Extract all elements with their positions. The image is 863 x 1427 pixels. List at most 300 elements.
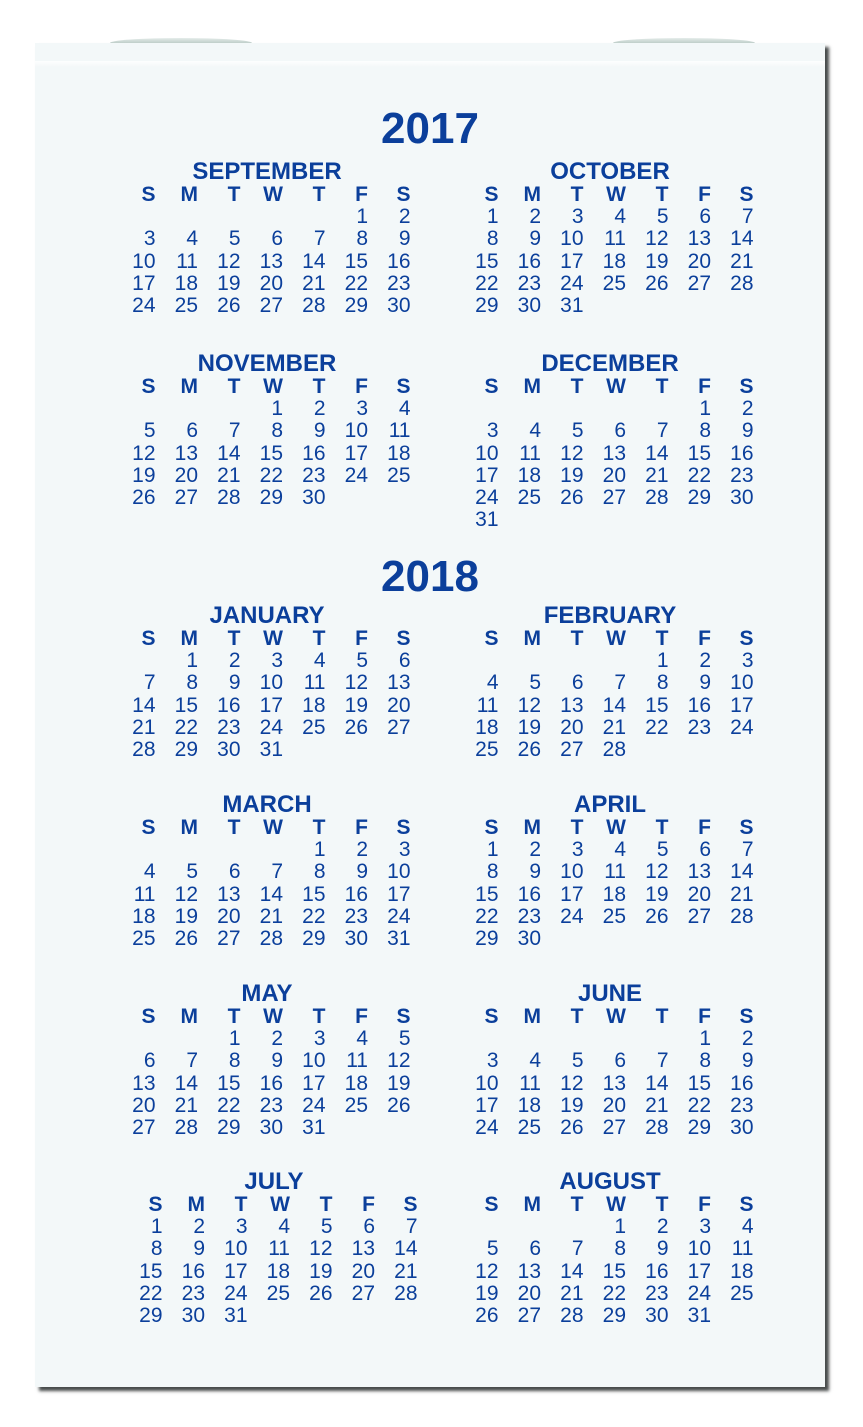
month-name: AUGUST (559, 1168, 661, 1195)
weekday-header: S (141, 183, 156, 206)
day-cell: 3 (699, 1215, 711, 1238)
day-cell: 1 (150, 1215, 163, 1238)
empty-cell (156, 398, 199, 420)
day-cell: 1 (271, 397, 283, 420)
day-cell: 27 (687, 904, 711, 928)
weekday-header: T (570, 816, 584, 839)
day-cell: 17 (560, 249, 584, 273)
weekday-header: W (606, 627, 626, 650)
weekday-header: T (570, 1193, 584, 1216)
weekday-header: S (739, 1193, 754, 1216)
day-cell: 14 (645, 441, 669, 465)
day-cell: 6 (614, 1049, 626, 1073)
weekday-header: T (227, 1005, 241, 1028)
day-cell: 22 (259, 463, 283, 487)
day-cell: 20 (217, 904, 241, 928)
weekday-header: S (396, 627, 411, 650)
day-cell: 20 (602, 1093, 626, 1117)
weekday-header: W (263, 816, 283, 839)
day-grid (456, 376, 756, 532)
day-cell: 26 (560, 1116, 584, 1140)
weekday-header: F (355, 816, 368, 839)
day-cell: 23 (344, 904, 368, 928)
day-cell: 21 (217, 463, 241, 487)
day-cell: 22 (344, 271, 368, 295)
day-cell: 26 (517, 738, 541, 762)
day-cell: 3 (571, 205, 584, 228)
day-cell: 22 (602, 1281, 626, 1305)
day-cell: 8 (699, 419, 711, 443)
day-cell: 19 (217, 271, 241, 295)
day-cell: 19 (645, 249, 669, 273)
weekday-header: S (739, 816, 754, 839)
day-cell: 4 (614, 838, 626, 861)
day-cell: 4 (486, 671, 499, 695)
day-cell: 13 (560, 693, 584, 717)
day-cell: 15 (259, 441, 283, 465)
day-cell: 8 (614, 1237, 626, 1261)
weekday-header: W (606, 1193, 626, 1216)
day-cell: 3 (235, 1215, 248, 1238)
weekday-header: F (698, 375, 711, 398)
day-cell: 14 (560, 1259, 584, 1283)
day-cell: 12 (645, 860, 669, 884)
empty-cell (198, 839, 241, 861)
day-cell: 11 (519, 441, 541, 465)
day-cell: 11 (388, 419, 411, 443)
day-cell: 17 (387, 882, 411, 906)
day-cell: 5 (228, 227, 241, 251)
day-cell: 7 (143, 671, 156, 695)
day-cell: 6 (699, 205, 711, 228)
day-cell: 26 (645, 271, 669, 295)
empty-cell (113, 206, 156, 228)
day-cell: 19 (387, 1071, 411, 1095)
day-cell: 9 (271, 1049, 283, 1073)
day-cell: 2 (529, 205, 541, 228)
day-cell: 20 (132, 1093, 156, 1117)
day-cell: 26 (309, 1281, 333, 1305)
day-cell: 30 (181, 1304, 205, 1328)
day-cell: 16 (387, 249, 411, 273)
day-cell: 26 (344, 715, 368, 739)
weekday-header: M (180, 816, 198, 839)
weekday-header: S (484, 816, 499, 839)
day-cell: 14 (730, 860, 754, 884)
day-cell: 9 (656, 1237, 669, 1261)
day-cell: 24 (387, 904, 411, 928)
day-cell: 13 (687, 860, 711, 884)
weekday-header: T (655, 1193, 669, 1216)
empty-cell (156, 839, 199, 861)
day-cell: 3 (741, 649, 754, 672)
day-cell: 29 (602, 1304, 626, 1328)
day-cell: 24 (560, 904, 584, 928)
day-cell: 10 (560, 860, 584, 884)
day-cell: 29 (475, 927, 499, 951)
day-cell: 26 (560, 486, 584, 510)
day-cell: 12 (309, 1237, 333, 1261)
day-cell: 26 (387, 1093, 411, 1117)
weekday-header: S (148, 1193, 163, 1216)
day-cell: 8 (486, 227, 499, 251)
day-cell: 15 (174, 693, 198, 717)
day-cell: 8 (150, 1237, 163, 1261)
day-cell: 13 (387, 671, 411, 695)
day-cell: 16 (259, 1071, 283, 1095)
day-cell: 11 (604, 860, 626, 884)
empty-cell (113, 839, 156, 861)
day-cell: 3 (313, 1027, 326, 1050)
day-cell: 14 (602, 693, 626, 717)
day-cell: 12 (174, 882, 198, 906)
weekday-header: W (263, 183, 283, 206)
month-july-2018 (120, 1170, 420, 1327)
day-cell: 17 (132, 271, 156, 295)
weekday-header: W (606, 375, 626, 398)
day-cell: 25 (517, 486, 541, 510)
day-grid (456, 1194, 756, 1327)
day-cell: 29 (687, 486, 711, 510)
weekday-header: S (739, 1005, 754, 1028)
day-cell: 23 (181, 1281, 205, 1305)
empty-cell (626, 1028, 669, 1050)
empty-cell (626, 398, 669, 420)
day-cell: 2 (699, 649, 711, 672)
day-cell: 18 (730, 1259, 754, 1283)
day-cell: 22 (302, 904, 326, 928)
day-cell: 22 (687, 1093, 711, 1117)
day-cell: 1 (486, 205, 499, 228)
day-cell: 13 (351, 1237, 375, 1261)
month-november-2017 (113, 352, 413, 509)
weekday-header: W (263, 627, 283, 650)
day-cell: 14 (730, 227, 754, 251)
day-cell: 2 (193, 1215, 205, 1238)
weekday-header: S (396, 1005, 411, 1028)
day-cell: 24 (344, 463, 368, 487)
day-cell: 15 (139, 1259, 163, 1283)
day-cell: 11 (346, 1049, 368, 1073)
empty-cell (499, 1216, 542, 1238)
calendar-card (35, 43, 825, 1387)
day-cell: 28 (132, 738, 156, 762)
day-cell: 9 (741, 419, 754, 443)
month-name: JULY (244, 1168, 304, 1195)
year-heading-2018: 2018 (381, 552, 479, 601)
day-cell: 30 (259, 1116, 283, 1140)
day-cell: 30 (217, 738, 241, 762)
day-cell: 2 (741, 1027, 754, 1050)
day-cell: 6 (143, 1049, 156, 1073)
weekday-header: T (312, 375, 326, 398)
day-cell: 19 (560, 1093, 584, 1117)
day-cell: 24 (560, 271, 584, 295)
weekday-header: F (698, 816, 711, 839)
day-cell: 31 (259, 738, 283, 762)
day-cell: 27 (217, 927, 241, 951)
day-cell: 2 (741, 397, 754, 420)
day-cell: 24 (224, 1281, 248, 1305)
day-cell: 25 (132, 927, 156, 951)
day-cell: 5 (571, 419, 584, 443)
day-cell: 16 (344, 882, 368, 906)
weekday-header: S (739, 627, 754, 650)
day-cell: 7 (656, 419, 669, 443)
day-cell: 30 (730, 1116, 754, 1140)
weekday-header: M (523, 1005, 541, 1028)
day-cell: 12 (344, 671, 368, 695)
day-cell: 27 (602, 486, 626, 510)
day-cell: 2 (313, 397, 326, 420)
day-cell: 20 (687, 882, 711, 906)
day-cell: 16 (687, 693, 711, 717)
day-cell: 13 (259, 249, 283, 273)
day-cell: 10 (730, 671, 754, 695)
day-cell: 10 (344, 419, 368, 443)
day-cell: 2 (656, 1215, 669, 1238)
day-cell: 5 (656, 205, 669, 228)
day-cell: 16 (517, 249, 541, 273)
weekday-header: M (523, 375, 541, 398)
day-cell: 10 (302, 1049, 326, 1073)
weekday-header: T (570, 1005, 584, 1028)
day-cell: 11 (133, 882, 156, 906)
day-cell: 5 (486, 1237, 499, 1261)
day-cell: 12 (132, 441, 156, 465)
day-cell: 31 (387, 927, 411, 951)
day-cell: 7 (571, 1237, 584, 1261)
day-cell: 22 (475, 271, 499, 295)
day-cell: 12 (560, 1071, 584, 1095)
month-march-2018 (113, 793, 413, 950)
day-cell: 16 (217, 693, 241, 717)
day-cell: 4 (741, 1215, 754, 1238)
weekday-header: T (655, 375, 669, 398)
weekday-header: T (227, 375, 241, 398)
weekday-header: T (234, 1193, 248, 1216)
day-cell: 6 (228, 860, 241, 884)
weekday-header: T (312, 816, 326, 839)
day-cell: 26 (174, 927, 198, 951)
day-cell: 17 (475, 1093, 499, 1117)
day-cell: 15 (217, 1071, 241, 1095)
month-june-2018 (456, 982, 756, 1139)
day-cell: 11 (476, 693, 499, 717)
day-cell: 10 (224, 1237, 248, 1261)
day-cell: 12 (645, 227, 669, 251)
day-cell: 16 (517, 882, 541, 906)
day-grid (113, 376, 413, 509)
day-cell: 5 (356, 649, 368, 672)
day-cell: 17 (302, 1071, 326, 1095)
day-cell: 14 (302, 249, 326, 273)
month-name: NOVEMBER (197, 350, 337, 377)
day-cell: 12 (387, 1049, 411, 1073)
empty-cell (198, 398, 241, 420)
day-cell: 16 (302, 441, 326, 465)
day-cell: 3 (486, 419, 499, 443)
day-cell: 19 (517, 715, 541, 739)
day-cell: 6 (363, 1215, 375, 1238)
empty-cell (113, 398, 156, 420)
day-cell: 23 (645, 1281, 669, 1305)
month-april-2018 (456, 793, 756, 950)
weekday-header: S (396, 375, 411, 398)
day-cell: 22 (139, 1281, 163, 1305)
day-cell: 28 (394, 1281, 418, 1305)
empty-cell (156, 1028, 199, 1050)
day-cell: 18 (302, 693, 326, 717)
day-cell: 4 (614, 205, 626, 228)
day-cell: 19 (309, 1259, 333, 1283)
day-cell: 28 (302, 294, 326, 318)
day-cell: 4 (529, 419, 541, 443)
day-cell: 17 (560, 882, 584, 906)
weekday-header: S (484, 627, 499, 650)
day-cell: 23 (387, 271, 411, 295)
day-cell: 9 (228, 671, 241, 695)
month-name: FEBRUARY (543, 602, 677, 629)
day-cell: 28 (645, 486, 669, 510)
day-cell: 4 (356, 1027, 368, 1050)
weekday-header: S (739, 183, 754, 206)
day-cell: 12 (560, 441, 584, 465)
weekday-header: W (606, 1005, 626, 1028)
day-cell: 18 (266, 1259, 290, 1283)
weekday-header: T (570, 375, 584, 398)
day-cell: 31 (475, 508, 499, 532)
day-cell: 29 (259, 486, 283, 510)
day-cell: 25 (174, 294, 198, 318)
day-cell: 10 (687, 1237, 711, 1261)
day-cell: 12 (217, 249, 241, 273)
day-cell: 9 (193, 1237, 205, 1261)
empty-cell (113, 1028, 156, 1050)
day-cell: 13 (602, 441, 626, 465)
month-name: MAY (241, 980, 293, 1007)
day-cell: 2 (228, 649, 241, 672)
day-cell: 13 (132, 1071, 156, 1095)
day-cell: 31 (687, 1304, 711, 1328)
day-cell: 22 (475, 904, 499, 928)
day-cell: 23 (517, 271, 541, 295)
empty-cell (499, 398, 542, 420)
weekday-header: T (312, 627, 326, 650)
weekday-header: M (523, 816, 541, 839)
weekday-header: S (141, 627, 156, 650)
day-cell: 1 (486, 838, 499, 861)
month-october-2017 (456, 160, 756, 317)
day-cell: 21 (645, 1093, 669, 1117)
day-cell: 14 (259, 882, 283, 906)
day-cell: 23 (259, 1093, 283, 1117)
weekday-header: F (355, 627, 368, 650)
day-cell: 28 (259, 927, 283, 951)
day-cell: 24 (687, 1281, 711, 1305)
day-cell: 4 (278, 1215, 290, 1238)
weekday-header: F (355, 375, 368, 398)
day-cell: 24 (132, 294, 156, 318)
empty-cell (241, 206, 284, 228)
day-cell: 19 (132, 463, 156, 487)
day-cell: 15 (645, 693, 669, 717)
day-cell: 30 (517, 927, 541, 951)
day-cell: 30 (344, 927, 368, 951)
day-cell: 6 (614, 419, 626, 443)
day-grid (456, 628, 756, 761)
year-heading-2017: 2017 (381, 104, 479, 153)
day-grid (113, 817, 413, 950)
day-grid (113, 1006, 413, 1139)
empty-cell (584, 398, 627, 420)
day-cell: 13 (174, 441, 198, 465)
day-cell: 28 (730, 271, 754, 295)
weekday-header: M (180, 375, 198, 398)
day-cell: 7 (313, 227, 326, 251)
weekday-header: S (484, 375, 499, 398)
day-cell: 12 (517, 693, 541, 717)
day-grid (456, 184, 756, 317)
weekday-header: F (698, 1005, 711, 1028)
day-cell: 24 (259, 715, 283, 739)
day-cell: 26 (475, 1304, 499, 1328)
day-cell: 29 (302, 927, 326, 951)
day-cell: 17 (730, 693, 754, 717)
day-cell: 5 (398, 1027, 411, 1050)
day-cell: 8 (271, 419, 283, 443)
day-cell: 23 (687, 715, 711, 739)
day-cell: 19 (174, 904, 198, 928)
day-cell: 20 (687, 249, 711, 273)
day-cell: 21 (730, 882, 754, 906)
empty-cell (584, 1028, 627, 1050)
day-cell: 23 (517, 904, 541, 928)
weekday-header: M (180, 183, 198, 206)
day-cell: 30 (645, 1304, 669, 1328)
day-cell: 11 (303, 671, 326, 695)
weekday-header: F (355, 1005, 368, 1028)
empty-cell (456, 1216, 499, 1238)
day-cell: 6 (571, 671, 584, 695)
weekday-header: W (263, 1005, 283, 1028)
empty-cell (241, 839, 284, 861)
day-cell: 8 (186, 671, 198, 695)
weekday-header: T (570, 183, 584, 206)
day-cell: 7 (741, 205, 754, 228)
day-cell: 27 (259, 294, 283, 318)
weekday-header: S (396, 816, 411, 839)
day-cell: 10 (387, 860, 411, 884)
day-cell: 1 (356, 205, 368, 228)
day-cell: 3 (398, 838, 411, 861)
day-cell: 30 (302, 486, 326, 510)
day-cell: 13 (517, 1259, 541, 1283)
weekday-header: S (484, 183, 499, 206)
weekday-header: S (739, 375, 754, 398)
day-cell: 4 (313, 649, 326, 672)
weekday-header: S (141, 375, 156, 398)
day-cell: 8 (356, 227, 368, 251)
day-cell: 24 (730, 715, 754, 739)
day-grid (113, 628, 413, 761)
month-august-2018 (456, 1170, 756, 1327)
day-cell: 22 (217, 1093, 241, 1117)
day-grid (456, 817, 756, 950)
empty-cell (541, 398, 584, 420)
month-december-2017 (456, 352, 756, 532)
day-cell: 2 (356, 838, 368, 861)
